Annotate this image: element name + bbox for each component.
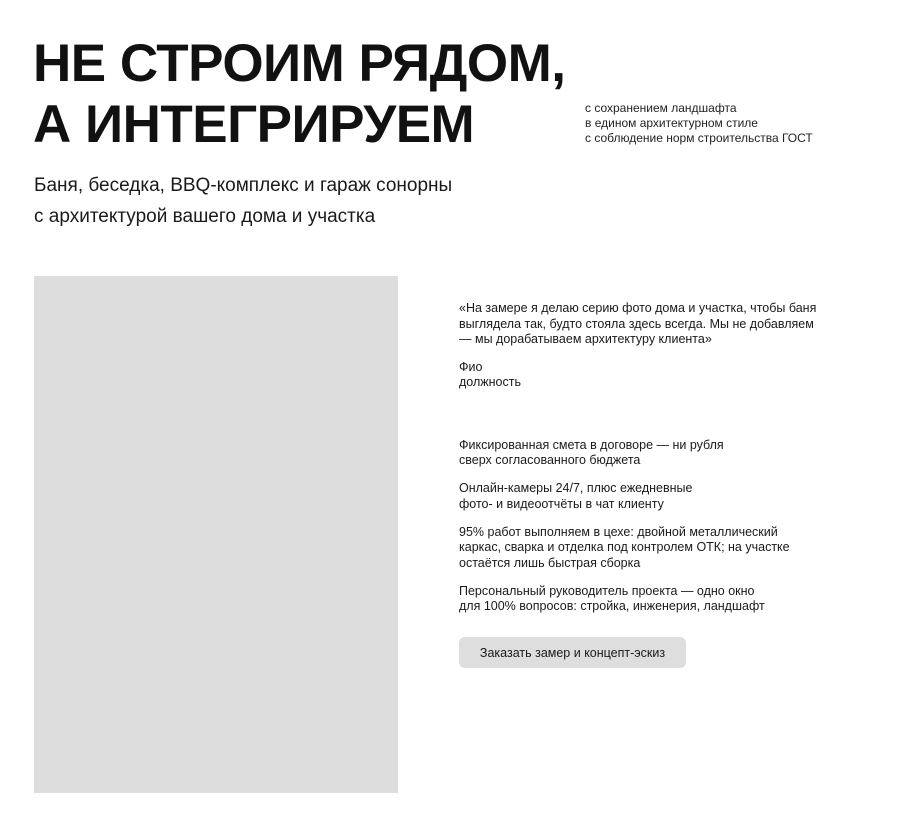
feature-line: каркас, сварка и отделка под контролем ОТК; на участке [459, 540, 790, 554]
feature-line: 95% работ выполняем в цехе: двойной металлический [459, 524, 778, 539]
feature-line: Онлайн-камеры 24/7, плюс ежедневные [459, 481, 693, 495]
feature-item [459, 481, 859, 512]
feature-line: для 100% вопросов: стройка, инженерия, ландшафт [459, 599, 765, 613]
side-note: с сохранением ландшафта [585, 101, 737, 115]
subtitle-line-2: с архитектурой вашего дома и участка [34, 206, 376, 227]
feature-item [459, 525, 859, 572]
features-list [459, 438, 859, 615]
order-measurement-button[interactable]: Заказать замер и концепт-эскиз [459, 637, 686, 668]
quote-line: — мы дорабатываем архитектуру клиента» [459, 332, 712, 346]
hero-title-line-1: НЕ СТРОИМ РЯДОМ, [33, 34, 566, 93]
feature-line: Фиксированная смета в договоре — ни рубля [459, 437, 724, 452]
side-note: в едином архитектурном стиле [585, 116, 758, 130]
info-column [459, 301, 859, 627]
hero-side-notes [585, 101, 813, 146]
feature-line: остаётся лишь быстрая сборка [459, 555, 641, 570]
feature-line: Персональный руководитель проекта — одно окно [459, 583, 755, 598]
feature-item [459, 438, 859, 469]
photo-placeholder [34, 276, 398, 793]
subtitle-line-1: Баня, беседка, BBQ-комплекс и гараж сонорны [34, 175, 453, 196]
author-name: Фио [459, 359, 483, 374]
quote-line: выглядела так, будто стояла здесь всегда. Мы не добавляем [459, 316, 814, 331]
feature-line: сверх согласованного бюджета [459, 453, 641, 467]
quote-line: «На замере я делаю серию фото дома и участка, чтобы баня [459, 301, 817, 315]
side-note: с соблюдение норм строительства ГОСТ [585, 131, 813, 145]
hero-title-line-2: А ИНТЕГРИРУЕМ [33, 95, 475, 154]
feature-item [459, 584, 859, 615]
testimonial-author [459, 360, 859, 391]
author-position: должность [459, 375, 521, 389]
feature-line: фото- и видеоотчёты в чат клиенту [459, 496, 664, 511]
testimonial-quote [459, 301, 859, 348]
hero-subtitle [34, 170, 452, 232]
